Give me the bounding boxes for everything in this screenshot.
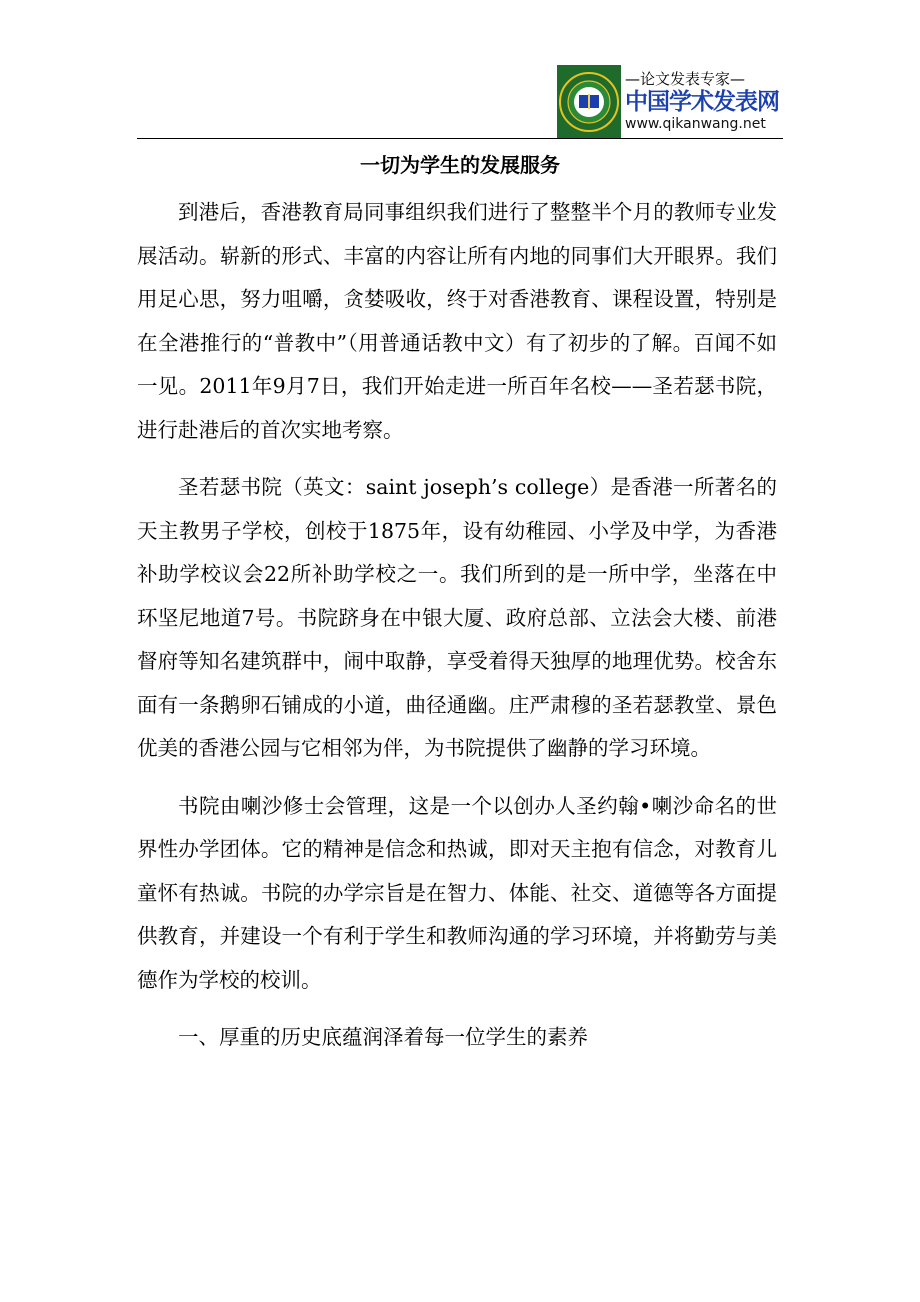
paragraph-2: 圣若瑟书院（英文：saint joseph’s college）是香港一所著名的天主教男子学校，创校于1875年，设有幼稚园、小学及中学，为香港补助学校议会22所补助学校之一。我们所到的是一所中学，坐落在中环坚尼地道7号。书院跻身在中银大厦、政府总部、立法会大楼、前港督府等知名建筑群中，闹中取静，享受着得天独厚的地理优势。校舍东面有一条鹅卵石铺成的小道，曲径通幽。庄严肃穆的圣若瑟教堂、景色优美的香港公园与它相邻为伴，为书院提供了幽静的学习环境。 bbox=[137, 475, 777, 760]
logo-url: www.qikanwang.net bbox=[625, 116, 766, 132]
logo-tagline: —论文发表专家— bbox=[625, 70, 746, 88]
paragraph-1: 到港后，香港教育局同事组织我们进行了整整半个月的教师专业发展活动。崭新的形式、丰富的内容让所有内地的同事们大开眼界。我们用足心思，努力咀嚼，贪婪吸收，终于对香港教育、课程设置，特别是在全港推行的“普教中”（用普通话教中文）有了初步的了解。百闻不如一见。2011年9月7日，我们开始走进一所百年名校——圣若瑟书院，进行赴港后的首次实地考察。 bbox=[137, 200, 777, 442]
logo-name: 中国学术发表网 bbox=[625, 89, 779, 115]
page-title: 一切为学生的发展服务 bbox=[360, 153, 560, 177]
site-logo bbox=[557, 65, 781, 138]
paragraph-3: 书院由喇沙修士会管理，这是一个以创办人圣约翰•喇沙命名的世界性办学团体。它的精神是信念和热诚，即对天主抱有信念，对教育儿童怀有热诚。书院的办学宗旨是在智力、体能、社交、道德等各方面提供教育，并建设一个有利于学生和教师沟通的学习环境，并将勤劳与美德作为学校的校训。 bbox=[137, 793, 777, 992]
section-heading: 一、厚重的历史底蕴润泽着每一位学生的素养 bbox=[178, 1025, 588, 1049]
article-body bbox=[137, 191, 777, 1074]
header-divider bbox=[137, 138, 783, 139]
seal-emblem-icon bbox=[557, 65, 621, 138]
